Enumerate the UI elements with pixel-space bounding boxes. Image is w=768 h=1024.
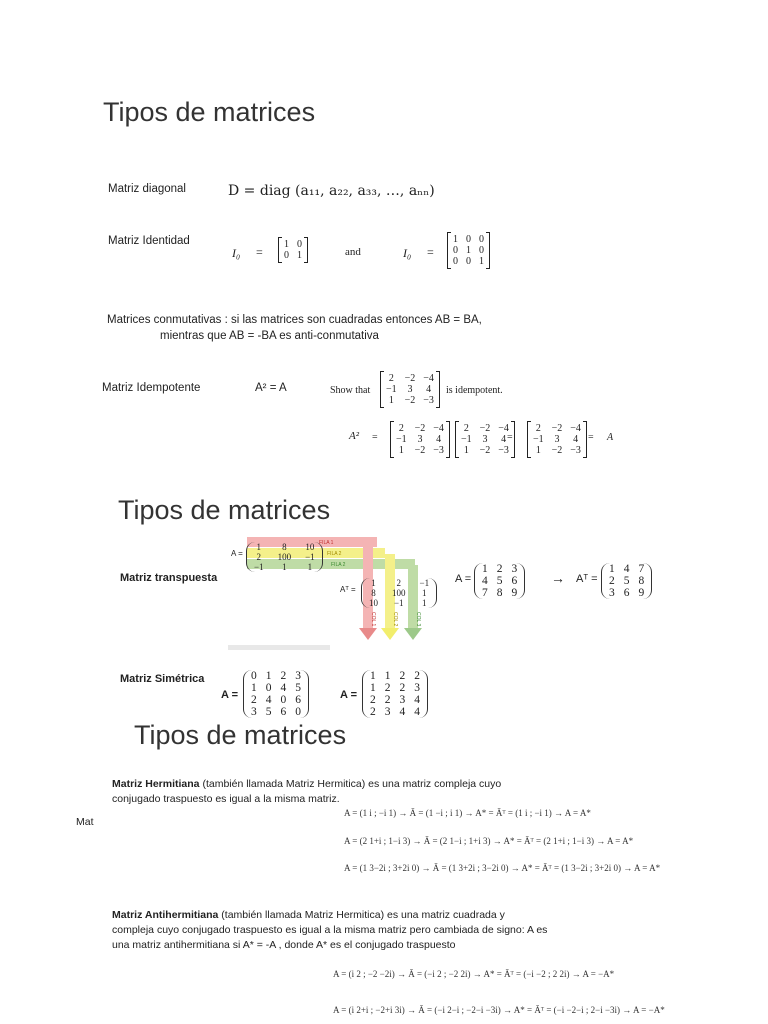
- matrix-cell: 1: [265, 670, 272, 682]
- matrix-cell: 5: [295, 682, 301, 694]
- show-that-text: Show that: [330, 385, 371, 396]
- matrix-cell: 1: [422, 598, 427, 608]
- matrix-cell: −2: [414, 445, 426, 456]
- matrix-cell: 1: [370, 670, 376, 682]
- matrix-cell: 1: [284, 239, 289, 250]
- symmetric-matrix-2: [362, 666, 428, 720]
- col-tag-2: COL 2: [392, 612, 398, 627]
- transpose-arrow: →: [551, 570, 565, 586]
- matrix-cell: 0: [453, 245, 458, 256]
- hermitian-term: Matriz Hermitiana: [112, 778, 200, 790]
- idempotent-matrix-factor-1: [390, 418, 450, 457]
- example-matrix-a: [474, 559, 525, 599]
- section-title-2: Tipos de matrices: [118, 495, 331, 525]
- matrix-grid: [278, 238, 308, 262]
- antihermitian-term: Matriz Antihermitiana: [112, 909, 219, 921]
- matrix-cell: 2: [398, 423, 404, 434]
- matrix-cell: 1: [307, 562, 313, 572]
- idempotent-matrix-factor-2: [455, 418, 515, 457]
- matrix-cell: −2: [404, 395, 416, 406]
- col-3-arrowhead: [404, 628, 422, 640]
- matrix-cell: 4: [482, 575, 488, 587]
- section-title-3: Tipos de matrices: [134, 720, 347, 750]
- matrix-cell: 1: [482, 563, 488, 575]
- antihermitian-example-2: A = (i 2+i ; −2+i 3i) → Ā = (−i 2−i ; −2−i −3i) → A* = Āᵀ = (−i −2−i ; 2−i −3i) → A = −A*: [333, 1005, 665, 1015]
- matrix-cell: 3: [384, 706, 391, 718]
- matrix-cell: 2: [256, 552, 262, 562]
- equals-sign: =: [507, 432, 513, 443]
- identity-matrix-3x3: [447, 229, 490, 268]
- matrix-cell: 3: [251, 706, 257, 718]
- matrix-cell: 8: [371, 588, 376, 598]
- matrix-cell: 0: [479, 245, 484, 256]
- matrix-grid: [390, 422, 450, 457]
- matrix-cell: −4: [570, 423, 581, 434]
- matrix-cell: −2: [414, 423, 426, 434]
- matrix-cell: 3: [407, 384, 413, 395]
- matrix-cell: 7: [638, 563, 645, 575]
- matrix-cell: 7: [482, 587, 488, 599]
- matrix-cell: 2: [399, 682, 406, 694]
- matrix-cell: 2: [388, 373, 394, 384]
- identity-symbol-1: I₀: [232, 246, 241, 260]
- matrix-cell: 2: [535, 423, 541, 434]
- matrix-cell: −4: [423, 373, 434, 384]
- idempotent-label: Matriz Idempotente: [102, 382, 201, 394]
- hermitian-example-2: A = (2 1+i ; 1−i 3) → Ā = (2 1−i ; 1+i 3) → A* = Āᵀ = (2 1+i ; 1−i 3) → A = A*: [344, 836, 634, 846]
- identity-symbol-2: I₀: [403, 246, 412, 260]
- col-tag-1: COL 1: [370, 612, 376, 627]
- matrix-cell: −2: [479, 423, 491, 434]
- matrix-grid: [246, 542, 323, 572]
- idempotent-formula: A² = A: [255, 382, 287, 394]
- matrix-grid: [361, 578, 437, 608]
- matrix-grid: [474, 563, 525, 599]
- transpose-result-matrix: [361, 573, 437, 608]
- matrix-cell: 0: [479, 234, 484, 245]
- idempotent-matrix: [380, 368, 440, 407]
- transpose-source-matrix: [246, 537, 323, 572]
- matrix-cell: 0: [453, 256, 458, 267]
- equals-sign: =: [427, 245, 434, 259]
- row-tag-2: FILA 2: [327, 551, 342, 557]
- matrix-cell: 5: [265, 706, 272, 718]
- matrix-grid: [380, 372, 440, 407]
- matrix-cell: 4: [265, 694, 272, 706]
- matrix-cell: 10: [305, 542, 315, 552]
- hermitian-line-1: [112, 778, 501, 790]
- matrix-cell: 0: [251, 670, 257, 682]
- matrix-cell: 2: [384, 682, 391, 694]
- sym-a-equals-label-1: A =: [221, 689, 239, 701]
- matrix-cell: 3: [511, 563, 518, 575]
- matrix-cell: 4: [414, 706, 420, 718]
- matrix-cell: 4: [436, 434, 442, 445]
- matrix-grid: [527, 422, 587, 457]
- matrix-cell: 1: [535, 445, 541, 456]
- idempotent-matrix-result: [527, 418, 587, 457]
- identity-matrix-2x2: [278, 234, 308, 262]
- equals-sign: =: [372, 432, 378, 443]
- matrix-cell: 3: [482, 434, 488, 445]
- matrix-cell: 0: [280, 694, 287, 706]
- matrix-cell: 3: [399, 694, 406, 706]
- matrix-cell: −1: [393, 598, 404, 608]
- matrix-cell: 1: [370, 682, 376, 694]
- matrix-cell: −1: [305, 552, 315, 562]
- matrix-cell: 8: [282, 542, 287, 552]
- matrix-cell: 1: [479, 256, 484, 267]
- antihermitian-definition: (también llamada Matriz Hermitica) es una matriz cuadrada y: [218, 909, 505, 921]
- matrix-cell: 2: [370, 694, 376, 706]
- matrix-cell: 9: [511, 587, 518, 599]
- matrix-cell: 6: [623, 587, 630, 599]
- matrix-cell: 2: [496, 563, 503, 575]
- matrix-cell: −2: [479, 445, 491, 456]
- matrix-cell: 4: [623, 563, 630, 575]
- matrix-cell: 0: [265, 682, 272, 694]
- matrix-cell: −4: [498, 423, 509, 434]
- symmetric-label: Matriz Simétrica: [120, 673, 205, 685]
- matrix-cell: −1: [396, 434, 407, 445]
- and-text: and: [345, 246, 361, 258]
- stray-text: Mat: [76, 816, 94, 828]
- matrix-grid: [601, 563, 652, 599]
- matrix-cell: −4: [433, 423, 444, 434]
- sym-a-equals-label-2: A =: [340, 689, 358, 701]
- matrix-cell: 1: [466, 245, 471, 256]
- identity-label: Matriz Identidad: [108, 235, 190, 247]
- matrix-cell: −1: [419, 578, 430, 588]
- matrix-cell: 1: [256, 542, 262, 552]
- matrix-cell: 1: [251, 682, 257, 694]
- divider-shadow: [228, 645, 330, 650]
- matrix-cell: −2: [551, 445, 563, 456]
- matrix-cell: 3: [417, 434, 423, 445]
- matrix-cell: 2: [384, 694, 391, 706]
- matrix-cell: 10: [369, 598, 378, 608]
- matrix-cell: 2: [396, 578, 401, 588]
- matrix-grid: [362, 670, 428, 718]
- col-1-arrowhead: [359, 628, 377, 640]
- transpose-label: Matriz transpuesta: [120, 572, 218, 584]
- equals-sign: =: [588, 432, 594, 443]
- matrix-cell: −1: [254, 562, 264, 572]
- matrix-cell: 0: [466, 256, 471, 267]
- antihermitian-line-3: una matriz antihermitiana si A* = -A , donde A* es el conjugado traspuesto: [112, 939, 456, 951]
- matrix-cell: 100: [277, 552, 292, 562]
- antihermitian-line-1: [112, 909, 505, 921]
- matrix-cell: 4: [414, 694, 420, 706]
- row-tag-3: FILA 2: [331, 562, 346, 568]
- matrix-cell: 6: [511, 575, 518, 587]
- hermitian-example-1: A = (1 i ; −i 1) → Ā = (1 −i ; i 1) → A* = Āᵀ = (1 i ; −i 1) → A = A*: [344, 808, 591, 818]
- matrix-cell: 4: [280, 682, 287, 694]
- matrix-cell: −3: [433, 445, 444, 456]
- matrix-cell: 3: [295, 670, 301, 682]
- example-at-equals-label: Aᵀ =: [576, 573, 598, 585]
- antihermitian-line-2: compleja cuyo conjugado traspuesto es igual a la misma matriz pero cambiada de signo: A es: [112, 924, 548, 936]
- matrix-cell: 2: [370, 706, 376, 718]
- section-title-1: Tipos de matrices: [103, 97, 316, 127]
- matrix-cell: 8: [496, 587, 503, 599]
- matrix-cell: 1: [297, 250, 302, 261]
- matrix-cell: 4: [426, 384, 432, 395]
- matrix-cell: 1: [384, 670, 391, 682]
- matrix-cell: 4: [573, 434, 579, 445]
- matrix-cell: 1: [398, 445, 404, 456]
- matrix-cell: 1: [463, 445, 469, 456]
- a-equals-label: A =: [231, 549, 243, 558]
- matrix-cell: 4: [399, 706, 406, 718]
- matrix-cell: 1: [422, 588, 427, 598]
- row-tag-1: FILA 1: [319, 540, 334, 546]
- matrix-cell: 5: [496, 575, 503, 587]
- matrix-cell: 0: [466, 234, 471, 245]
- matrix-cell: 1: [388, 395, 394, 406]
- is-idempotent-text: is idempotent.: [446, 385, 503, 396]
- matrix-cell: 2: [414, 670, 420, 682]
- matrix-cell: 2: [609, 575, 615, 587]
- a-squared-symbol: A²: [349, 430, 360, 442]
- matrix-cell: 3: [554, 434, 560, 445]
- col-tag-3: COL 3: [415, 612, 421, 627]
- matrix-cell: 1: [371, 578, 376, 588]
- antihermitian-example-1: A = (i 2 ; −2 −2i) → Ā = (−i 2 ; −2 2i) → A* = Āᵀ = (−i −2 ; 2 2i) → A = −A*: [333, 969, 615, 979]
- matrix-cell: 4: [501, 434, 507, 445]
- matrix-cell: −3: [570, 445, 581, 456]
- matrix-cell: 0: [284, 250, 289, 261]
- example-matrix-at: [601, 559, 652, 599]
- symmetric-matrix-1: [243, 666, 309, 720]
- matrix-cell: −3: [423, 395, 434, 406]
- matrix-cell: −2: [551, 423, 563, 434]
- matrix-grid: [455, 422, 515, 457]
- commutative-line-2: mientras que AB = -BA es anti-conmutativa: [160, 330, 379, 342]
- matrix-cell: 3: [609, 587, 615, 599]
- matrix-cell: −3: [498, 445, 509, 456]
- matrix-cell: −1: [533, 434, 544, 445]
- matrix-cell: 2: [251, 694, 257, 706]
- matrix-cell: 5: [623, 575, 630, 587]
- matrix-cell: 1: [282, 562, 287, 572]
- diagonal-formula: D = diag (a₁₁, a₂₂, a₃₃, …, aₙₙ): [228, 183, 435, 199]
- matrix-cell: 9: [638, 587, 645, 599]
- hermitian-definition: (también llamada Matriz Hermitica) es una matriz compleja cuyo: [199, 778, 502, 790]
- matrix-cell: 2: [463, 423, 469, 434]
- matrix-cell: 1: [453, 234, 458, 245]
- hermitian-line-2: conjugado traspuesto es igual a la misma matriz.: [112, 793, 340, 805]
- hermitian-example-3: A = (1 3−2i ; 3+2i 0) → Ā = (1 3+2i ; 3−2i 0) → A* = Āᵀ = (1 3−2i ; 3+2i 0) → A = A*: [344, 863, 661, 873]
- equals-sign: =: [256, 245, 263, 259]
- commutative-line-1: Matrices conmutativas : si las matrices son cuadradas entonces AB = BA,: [107, 314, 482, 326]
- matrix-cell: 3: [414, 682, 420, 694]
- example-a-equals-label: A =: [455, 573, 472, 585]
- matrix-cell: 1: [609, 563, 615, 575]
- matrix-grid: [243, 670, 309, 718]
- matrix-grid: [447, 233, 490, 268]
- matrix-cell: −1: [386, 384, 397, 395]
- equals-a-symbol: A: [607, 432, 614, 443]
- matrix-cell: 0: [297, 239, 302, 250]
- matrix-cell: 0: [295, 706, 301, 718]
- matrix-cell: 100: [392, 588, 406, 598]
- matrix-cell: 2: [399, 670, 406, 682]
- diagonal-label: Matriz diagonal: [108, 183, 186, 195]
- matrix-cell: 8: [638, 575, 645, 587]
- col-2-arrowhead: [381, 628, 399, 640]
- matrix-cell: 6: [280, 706, 287, 718]
- matrix-cell: −2: [404, 373, 416, 384]
- matrix-cell: −1: [461, 434, 472, 445]
- matrix-cell: 2: [280, 670, 287, 682]
- matrix-cell: 6: [295, 694, 301, 706]
- at-equals-label: Aᵀ =: [340, 585, 356, 594]
